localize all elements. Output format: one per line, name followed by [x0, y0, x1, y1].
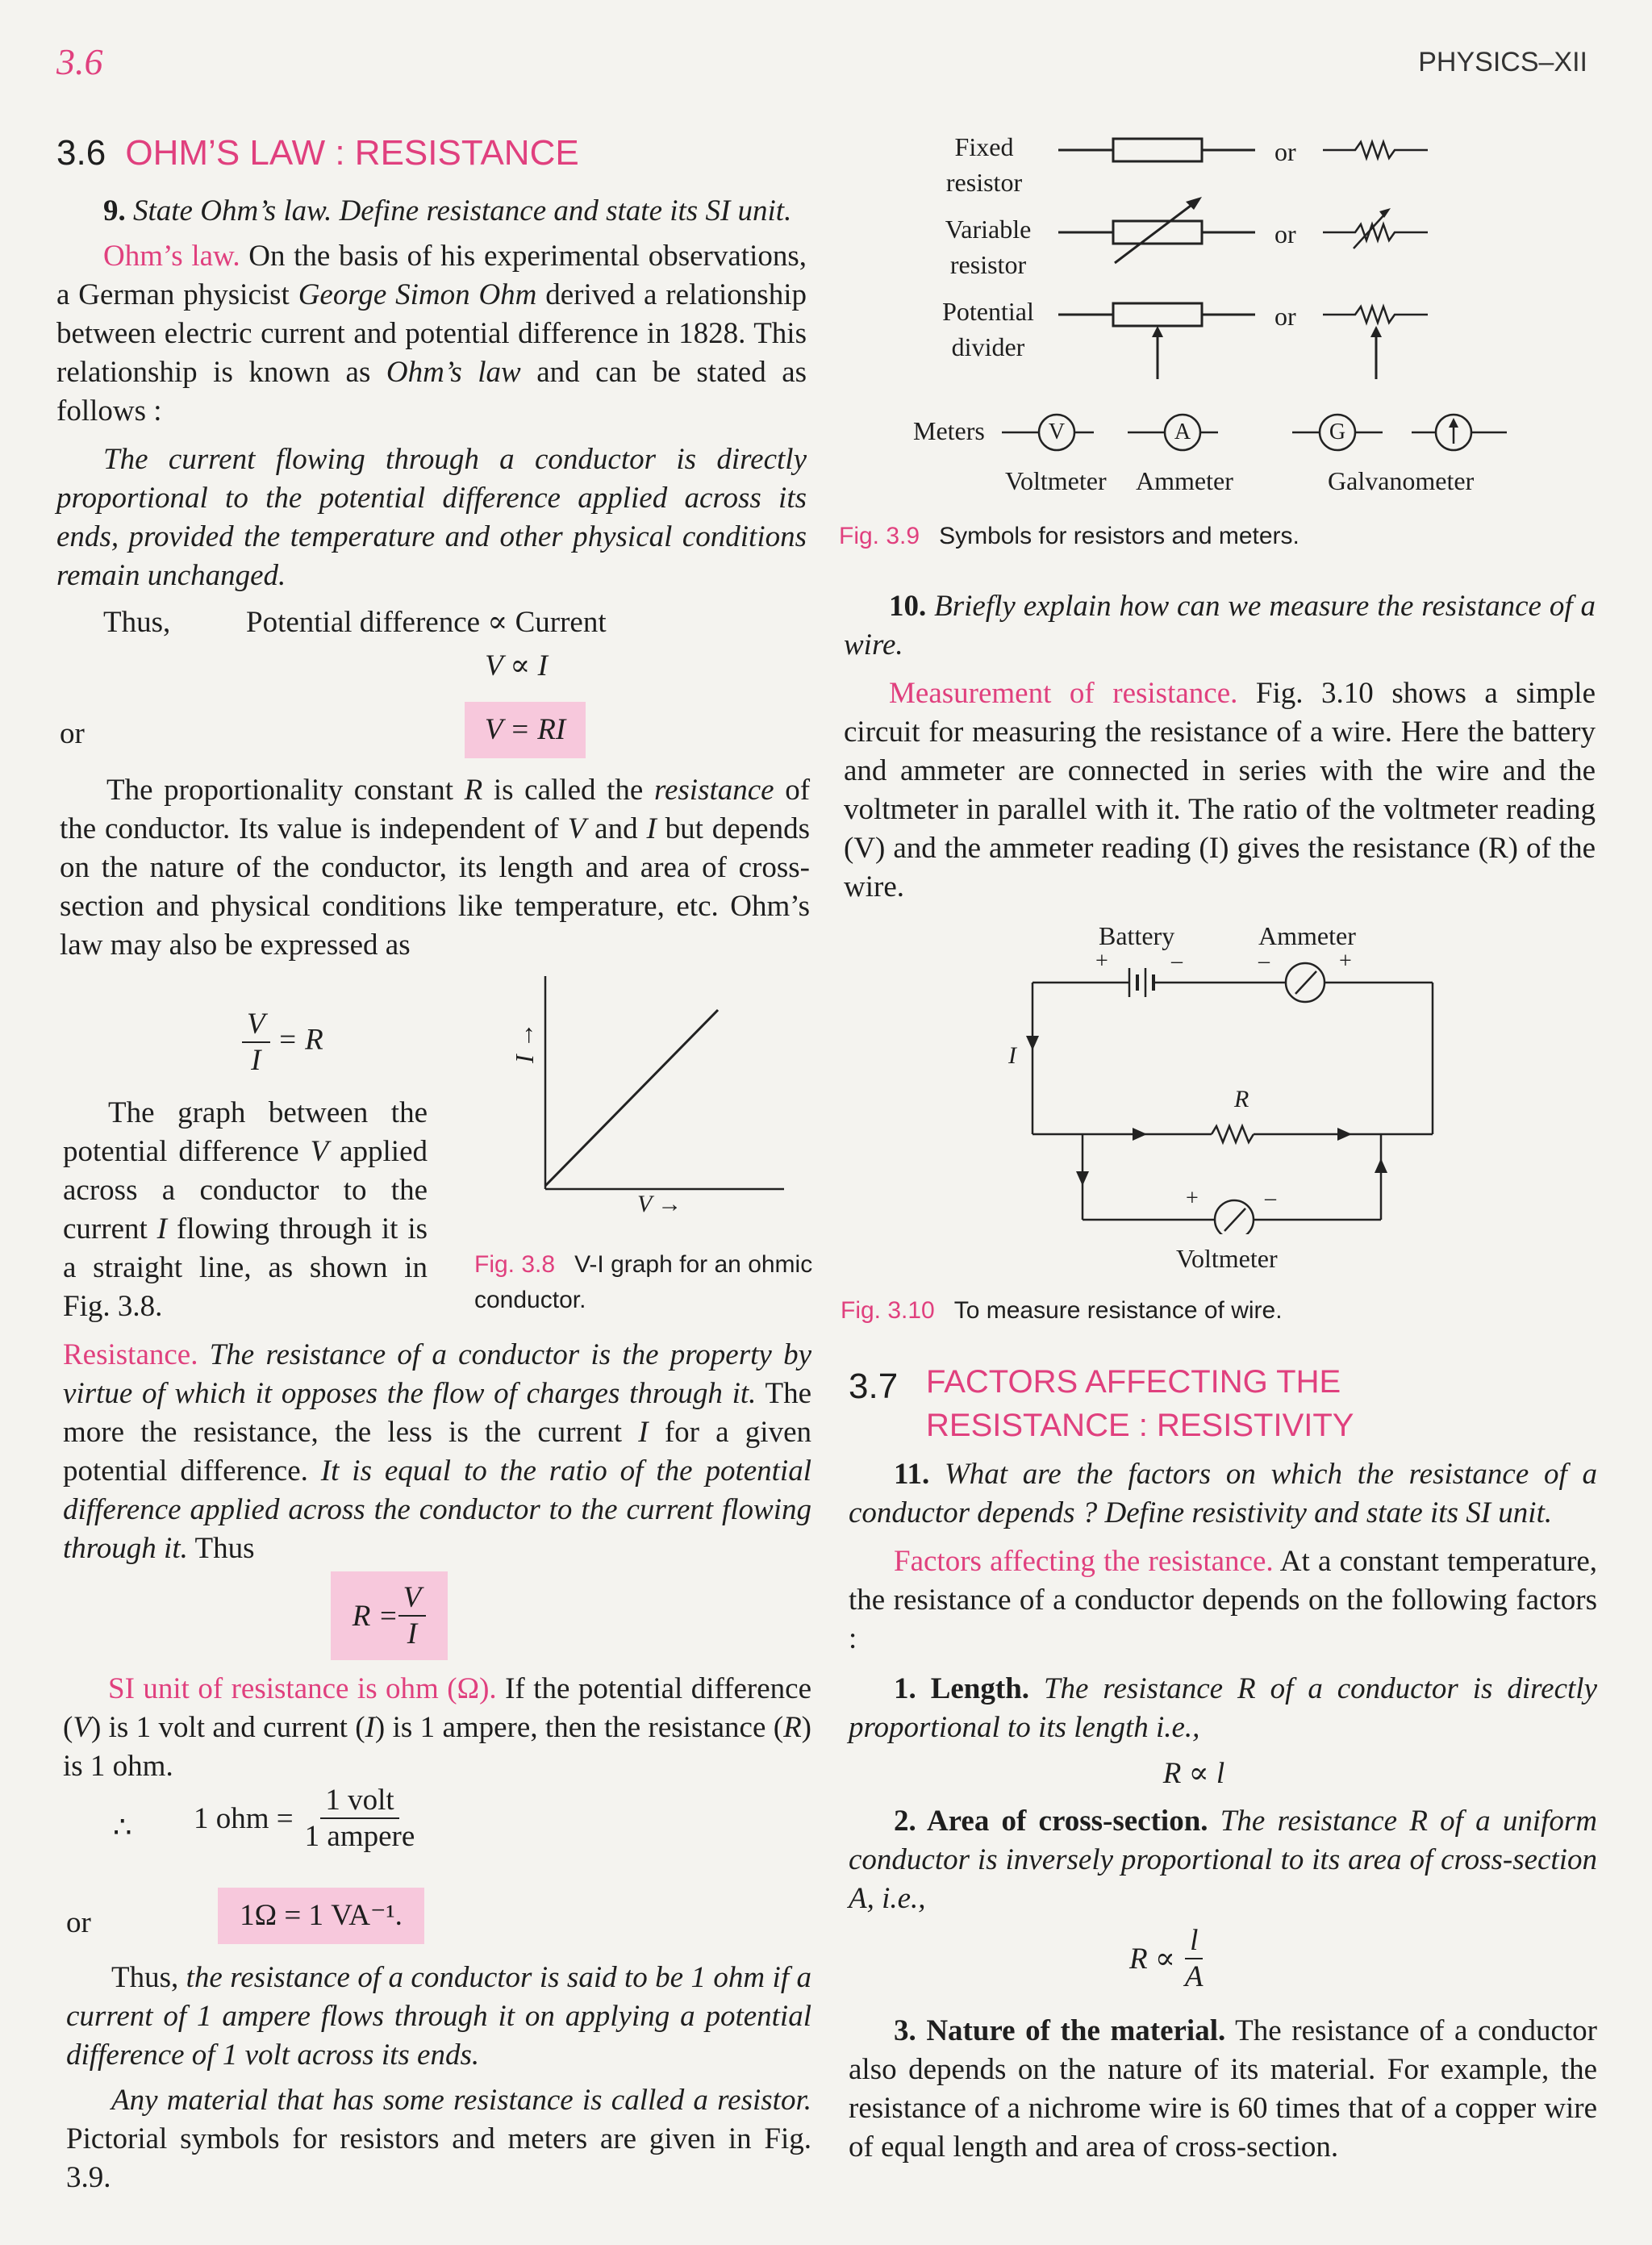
- lhs: 1 ohm =: [194, 1801, 294, 1835]
- equation-v-prop-i: V ∝ I: [485, 649, 548, 682]
- text: flowing through it is a straight line, as shown in Fig. 3.8.: [63, 1212, 428, 1323]
- text: Fig. 3.10 shows a simple circuit for measuring the resistance of a wire. Here the battery and ammeter are connected in series with the wire and the voltmeter in parallel with it. The ratio of the voltmeter reading (V) and the ammeter reading (I) gives the resistance (R) of the wire.: [844, 677, 1596, 903]
- ohms-law-paragraph: [56, 237, 807, 431]
- text: and can be stated as follows :: [56, 356, 807, 428]
- text: and: [594, 812, 638, 845]
- caption-number: Fig. 3.10: [841, 1297, 935, 1324]
- text: derived a relationship between electric current and potential difference in 1828. This relationship is known as: [56, 278, 807, 389]
- symbol: V: [310, 1135, 329, 1168]
- ohms-law-term: Ohm’s law.: [103, 240, 240, 273]
- ammeter-label: Ammeter: [1136, 466, 1233, 495]
- numerator: l: [1185, 1923, 1203, 1959]
- symbol: R: [783, 1711, 802, 1744]
- variable-resistor-label: [928, 211, 1049, 282]
- text: ) is 1 ohm.: [63, 1711, 811, 1783]
- equation-r-v-over-i: [331, 1571, 448, 1660]
- factors-paragraph: [849, 1542, 1597, 1659]
- text: On the basis of his experimental observations, a German physicist: [56, 240, 807, 311]
- text: but depends on the nature of the conductor, its length and area of cross-section and physical conditions like temperature, etc. Ohm’s law may also be expressed as: [60, 812, 810, 962]
- text: is called the: [493, 774, 644, 807]
- symbol: I: [638, 1416, 649, 1449]
- line: Variable: [945, 215, 1032, 244]
- question-text: Briefly explain how can we measure the resistance of a wire.: [844, 590, 1596, 661]
- question-10: [844, 587, 1596, 665]
- fig-3-9-caption: [839, 523, 1299, 550]
- ammeter-circuit-label: Ammeter: [1258, 921, 1356, 950]
- text: The more the resistance, the less is the current: [63, 1377, 811, 1449]
- ammeter-plus: +: [1339, 949, 1352, 974]
- factor-heading: 2. Area of cross-section.: [894, 1805, 1208, 1838]
- equation-1-ohm: [194, 1783, 419, 1854]
- line: Fixed: [954, 132, 1014, 161]
- battery-minus: –: [1171, 949, 1183, 974]
- meter-symbols: [1000, 403, 1525, 460]
- measurement-term: Measurement of resistance.: [889, 677, 1238, 710]
- title-line: RESISTANCE : RESISTIVITY: [926, 1408, 1354, 1443]
- text: for a given potential difference.: [63, 1416, 811, 1488]
- symbol: I: [156, 1212, 167, 1246]
- unit-equation: 1Ω = 1 VA⁻¹.: [218, 1888, 424, 1944]
- resistance-definition: [63, 1336, 811, 1568]
- voltmeter-circuit-label: Voltmeter: [1176, 1244, 1278, 1273]
- lhs: R =: [352, 1599, 398, 1633]
- si-unit-term: SI unit of resistance is ohm (Ω).: [108, 1672, 497, 1705]
- resistor-symbols: [1049, 129, 1500, 395]
- definition: the resistance of a conductor is said to be 1 ohm if a current of 1 ampere flows through it on applying a potential difference of 1 volt across its ends.: [66, 1961, 811, 2072]
- voltmeter-label: Voltmeter: [1005, 466, 1107, 495]
- factor-heading: 3. Nature of the material.: [894, 2014, 1226, 2047]
- thus-label: Thus,: [103, 606, 171, 639]
- equation-r-prop-l: R ∝ l: [1162, 1757, 1225, 1790]
- voltmeter-minus: –: [1265, 1186, 1276, 1211]
- denominator: A: [1184, 1960, 1204, 1993]
- section-number: 3.6: [56, 133, 106, 173]
- equation-r-prop-l-over-a: [1129, 1923, 1208, 1994]
- factor-text: The resistance R of a conductor is directly proportional to its length i.e.,: [849, 1672, 1597, 1744]
- page-number: 3.6: [56, 41, 103, 82]
- x-axis-label: V →: [637, 1191, 682, 1217]
- book-title: PHYSICS–XII: [1418, 47, 1587, 77]
- therefore-symbol: ∴: [113, 1811, 132, 1844]
- resistance-intro-paragraph: [60, 771, 810, 965]
- section-3-7-title: [926, 1360, 1354, 1447]
- denominator: 1 ampere: [304, 1820, 415, 1853]
- question-number: 11.: [894, 1458, 930, 1491]
- caption-text: V-I graph for an ohmic conductor.: [474, 1251, 813, 1313]
- ammeter-symbol-letter: A: [1174, 419, 1191, 444]
- text: Thus,: [111, 1961, 179, 1994]
- caption-number: Fig. 3.9: [839, 523, 920, 549]
- section-3-7-number: 3.7: [849, 1367, 899, 1406]
- line: Potential: [942, 297, 1034, 326]
- line: resistor: [949, 250, 1027, 279]
- resistance-term: Resistance.: [63, 1338, 198, 1371]
- question-number: 10.: [889, 590, 927, 623]
- text: The proportionality constant: [106, 774, 454, 807]
- question-text: What are the factors on which the resistance of a conductor depends ? Define resistivity and state its SI unit.: [849, 1458, 1598, 1529]
- text: At a constant temperature, the resistance of a conductor depends on the following factors :: [849, 1545, 1597, 1655]
- graph-description: [63, 1094, 428, 1326]
- caption-text: To measure resistance of wire.: [953, 1297, 1283, 1324]
- question-11: [849, 1455, 1597, 1533]
- title-line: FACTORS AFFECTING THE: [926, 1364, 1341, 1400]
- text: The graph between the potential difference: [63, 1096, 428, 1168]
- one-ohm-definition: [66, 1959, 811, 2075]
- caption-number: Fig. 3.8: [474, 1251, 556, 1278]
- scientist-name: George Simon Ohm: [298, 278, 537, 311]
- resistance-label: R: [1234, 1086, 1249, 1112]
- current-label: I: [1008, 1042, 1016, 1069]
- or-label-2: or: [66, 1906, 91, 1939]
- equation-v-over-i: [242, 1007, 323, 1078]
- law-name: Ohm’s law: [386, 356, 521, 389]
- symbol: I: [646, 812, 657, 845]
- line: divider: [951, 332, 1025, 361]
- factors-term: Factors affecting the resistance.: [894, 1545, 1274, 1578]
- section-3-6-heading: [56, 133, 579, 173]
- symbol: R: [464, 774, 483, 807]
- question-9: [103, 192, 813, 231]
- denominator: I: [251, 1044, 261, 1077]
- text: ) is 1 ampere, then the resistance (: [374, 1711, 784, 1744]
- denominator: I: [407, 1617, 418, 1650]
- galvanometer-symbol-letter: G: [1329, 419, 1346, 444]
- fixed-resistor-label: [936, 129, 1032, 200]
- definition: It is equal to the ratio of the potential difference applied across the conductor to the current flowing through it.: [63, 1454, 811, 1565]
- measurement-circuit: [1000, 944, 1452, 1234]
- factor-text: The resistance of a conductor also depends on the nature of its material. For example, the resistance of a nichrome wire is 60 times that of a copper wire of equal length and area of cross-section.: [849, 2014, 1597, 2164]
- potential-divider-label: [928, 294, 1049, 365]
- or-label-fixed: or: [1274, 137, 1296, 166]
- caption-text: Symbols for resistors and meters.: [939, 523, 1299, 549]
- factor-heading: 1. Length.: [894, 1672, 1030, 1705]
- factor-material: [849, 2012, 1597, 2167]
- fig-3-10-caption: [841, 1297, 1283, 1325]
- or-label-potential: or: [1274, 302, 1296, 331]
- ohms-law-statement: The current flowing through a conductor is directly proportional to the potential difference applied across its ends, provided the temperature and other physical conditions remain unchanged.: [56, 443, 807, 592]
- text: Pictorial symbols for resistors and meters are given in Fig. 3.9.: [66, 2122, 811, 2194]
- text: Thus: [194, 1532, 255, 1565]
- numerator: V: [242, 1007, 270, 1043]
- section-title: OHM’S LAW : RESISTANCE: [125, 133, 579, 173]
- factor-area: [849, 1802, 1597, 1918]
- definition: The resistance of a conductor is the property by virtue of which it opposes the flow of charges through it.: [63, 1338, 811, 1410]
- text: If the potential difference (: [63, 1672, 812, 1744]
- meters-label: Meters: [913, 416, 985, 445]
- text: ) is 1 volt and current (: [90, 1711, 365, 1744]
- voltmeter-symbol-letter: V: [1048, 419, 1066, 444]
- equation-v-ri: V = RI: [465, 702, 586, 758]
- question-number: 9.: [103, 194, 126, 227]
- measurement-paragraph: [844, 674, 1596, 907]
- ammeter-minus: –: [1258, 949, 1270, 974]
- galvanometer-label: Galvanometer: [1328, 466, 1475, 495]
- battery-label: Battery: [1099, 921, 1175, 950]
- si-unit-paragraph: [63, 1670, 811, 1786]
- factor-length: [849, 1670, 1597, 1747]
- numerator: V: [398, 1580, 427, 1617]
- symbol: V: [73, 1711, 91, 1744]
- text: of the conductor. Its value is independent of: [60, 774, 811, 845]
- lhs: R ∝: [1129, 1942, 1175, 1976]
- numerator: 1 volt: [320, 1783, 398, 1819]
- symbol: V: [567, 812, 586, 845]
- text: applied across a conductor to the current: [63, 1135, 428, 1246]
- definition: Any material that has some resistance is called a resistor.: [111, 2084, 811, 2117]
- resistor-paragraph: [66, 2081, 811, 2197]
- voltmeter-plus: +: [1186, 1186, 1199, 1211]
- y-axis-label: I →: [510, 1022, 539, 1063]
- symbol: I: [365, 1711, 375, 1744]
- question-text: State Ohm’s law. Define resistance and state its SI unit.: [133, 194, 792, 227]
- rhs: = R: [277, 1023, 323, 1057]
- battery-plus: +: [1095, 949, 1108, 974]
- fig-3-8-caption: [474, 1247, 813, 1318]
- or-label-variable: or: [1274, 219, 1296, 248]
- factor-text: The resistance R of a uniform conductor is inversely proportional to its area of cross-section A, i.e.,: [849, 1805, 1598, 1915]
- proportional-statement: Potential difference ∝ Current: [246, 606, 607, 639]
- line: resistor: [945, 168, 1023, 197]
- term: resistance: [653, 774, 774, 807]
- or-label: or: [60, 717, 85, 750]
